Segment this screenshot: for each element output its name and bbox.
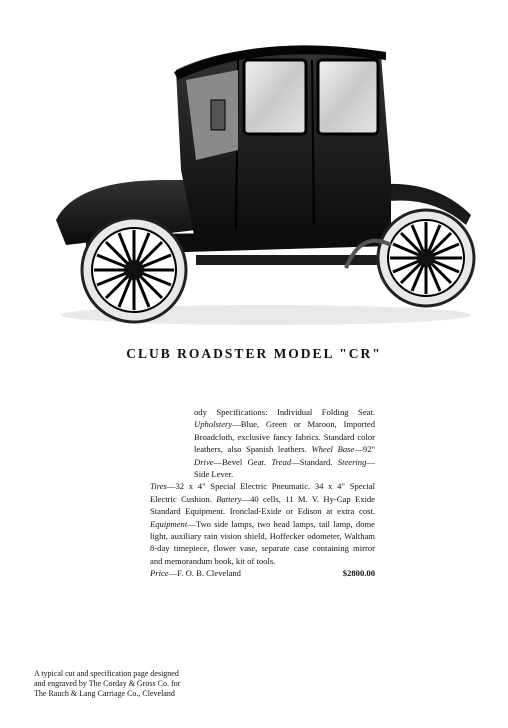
footer-credit bbox=[34, 669, 274, 699]
spec-intro: ody Specifications: Individual Folding Seat. bbox=[194, 407, 375, 417]
wheel-base-label: Wheel Base bbox=[311, 444, 355, 455]
page-title: CLUB ROADSTER MODEL "CR" bbox=[126, 346, 382, 361]
tires-text: —32 x 4" Special Electric Pneumatic. 34 x 4" Special Electric Cushion. bbox=[150, 481, 375, 504]
tread-text: —Standard. bbox=[291, 456, 333, 467]
price-text: —F. O. B. Cleveland bbox=[168, 568, 241, 578]
footer-line: The Rauch & Lang Carriage Co., Cleveland bbox=[34, 689, 175, 698]
drive-text: —Bevel Gear. bbox=[213, 456, 266, 467]
battery-text: —40 cells, 11 M. V. Hy-Cap Exide Standard Equipment. Ironclad-Exide or Edison at extra cost. bbox=[150, 493, 375, 517]
car-illustration bbox=[46, 30, 478, 330]
upholstery-text: —Blue, Green or Maroon, Imported Broadcloth, exclusive fancy fabrics. Standard color leathers, also Spanish leathers. bbox=[194, 419, 375, 455]
wheel-base-text: —92" bbox=[354, 444, 376, 455]
steering-text: —Side Lever. bbox=[194, 456, 375, 480]
battery-label: Battery bbox=[216, 493, 242, 504]
steering-label: Steering bbox=[337, 456, 367, 467]
footer-line: A typical cut and specification page designed bbox=[34, 669, 179, 678]
price-amount: $2800.00 bbox=[342, 568, 375, 578]
price-line bbox=[150, 568, 375, 578]
equipment-text: —Two side lamps, two head lamps, tail lamp, dome light, auxiliary rain vision shield, Hoffecker odometer, Waltham 8-day timepiece, flower vase, separate case containing mirror and memorandum book, kit of tools. bbox=[150, 518, 375, 566]
drive-label: Drive bbox=[194, 456, 214, 467]
price-label: Price bbox=[150, 568, 169, 578]
equipment-label: Equipment bbox=[150, 518, 188, 529]
tires-label: Tires bbox=[150, 481, 167, 492]
footer-line: and engraved by The Corday & Gross Co. for bbox=[34, 679, 181, 688]
tread-label: Tread bbox=[271, 456, 292, 467]
upholstery-label: Upholstery bbox=[194, 419, 233, 430]
specifications-text bbox=[150, 406, 375, 567]
